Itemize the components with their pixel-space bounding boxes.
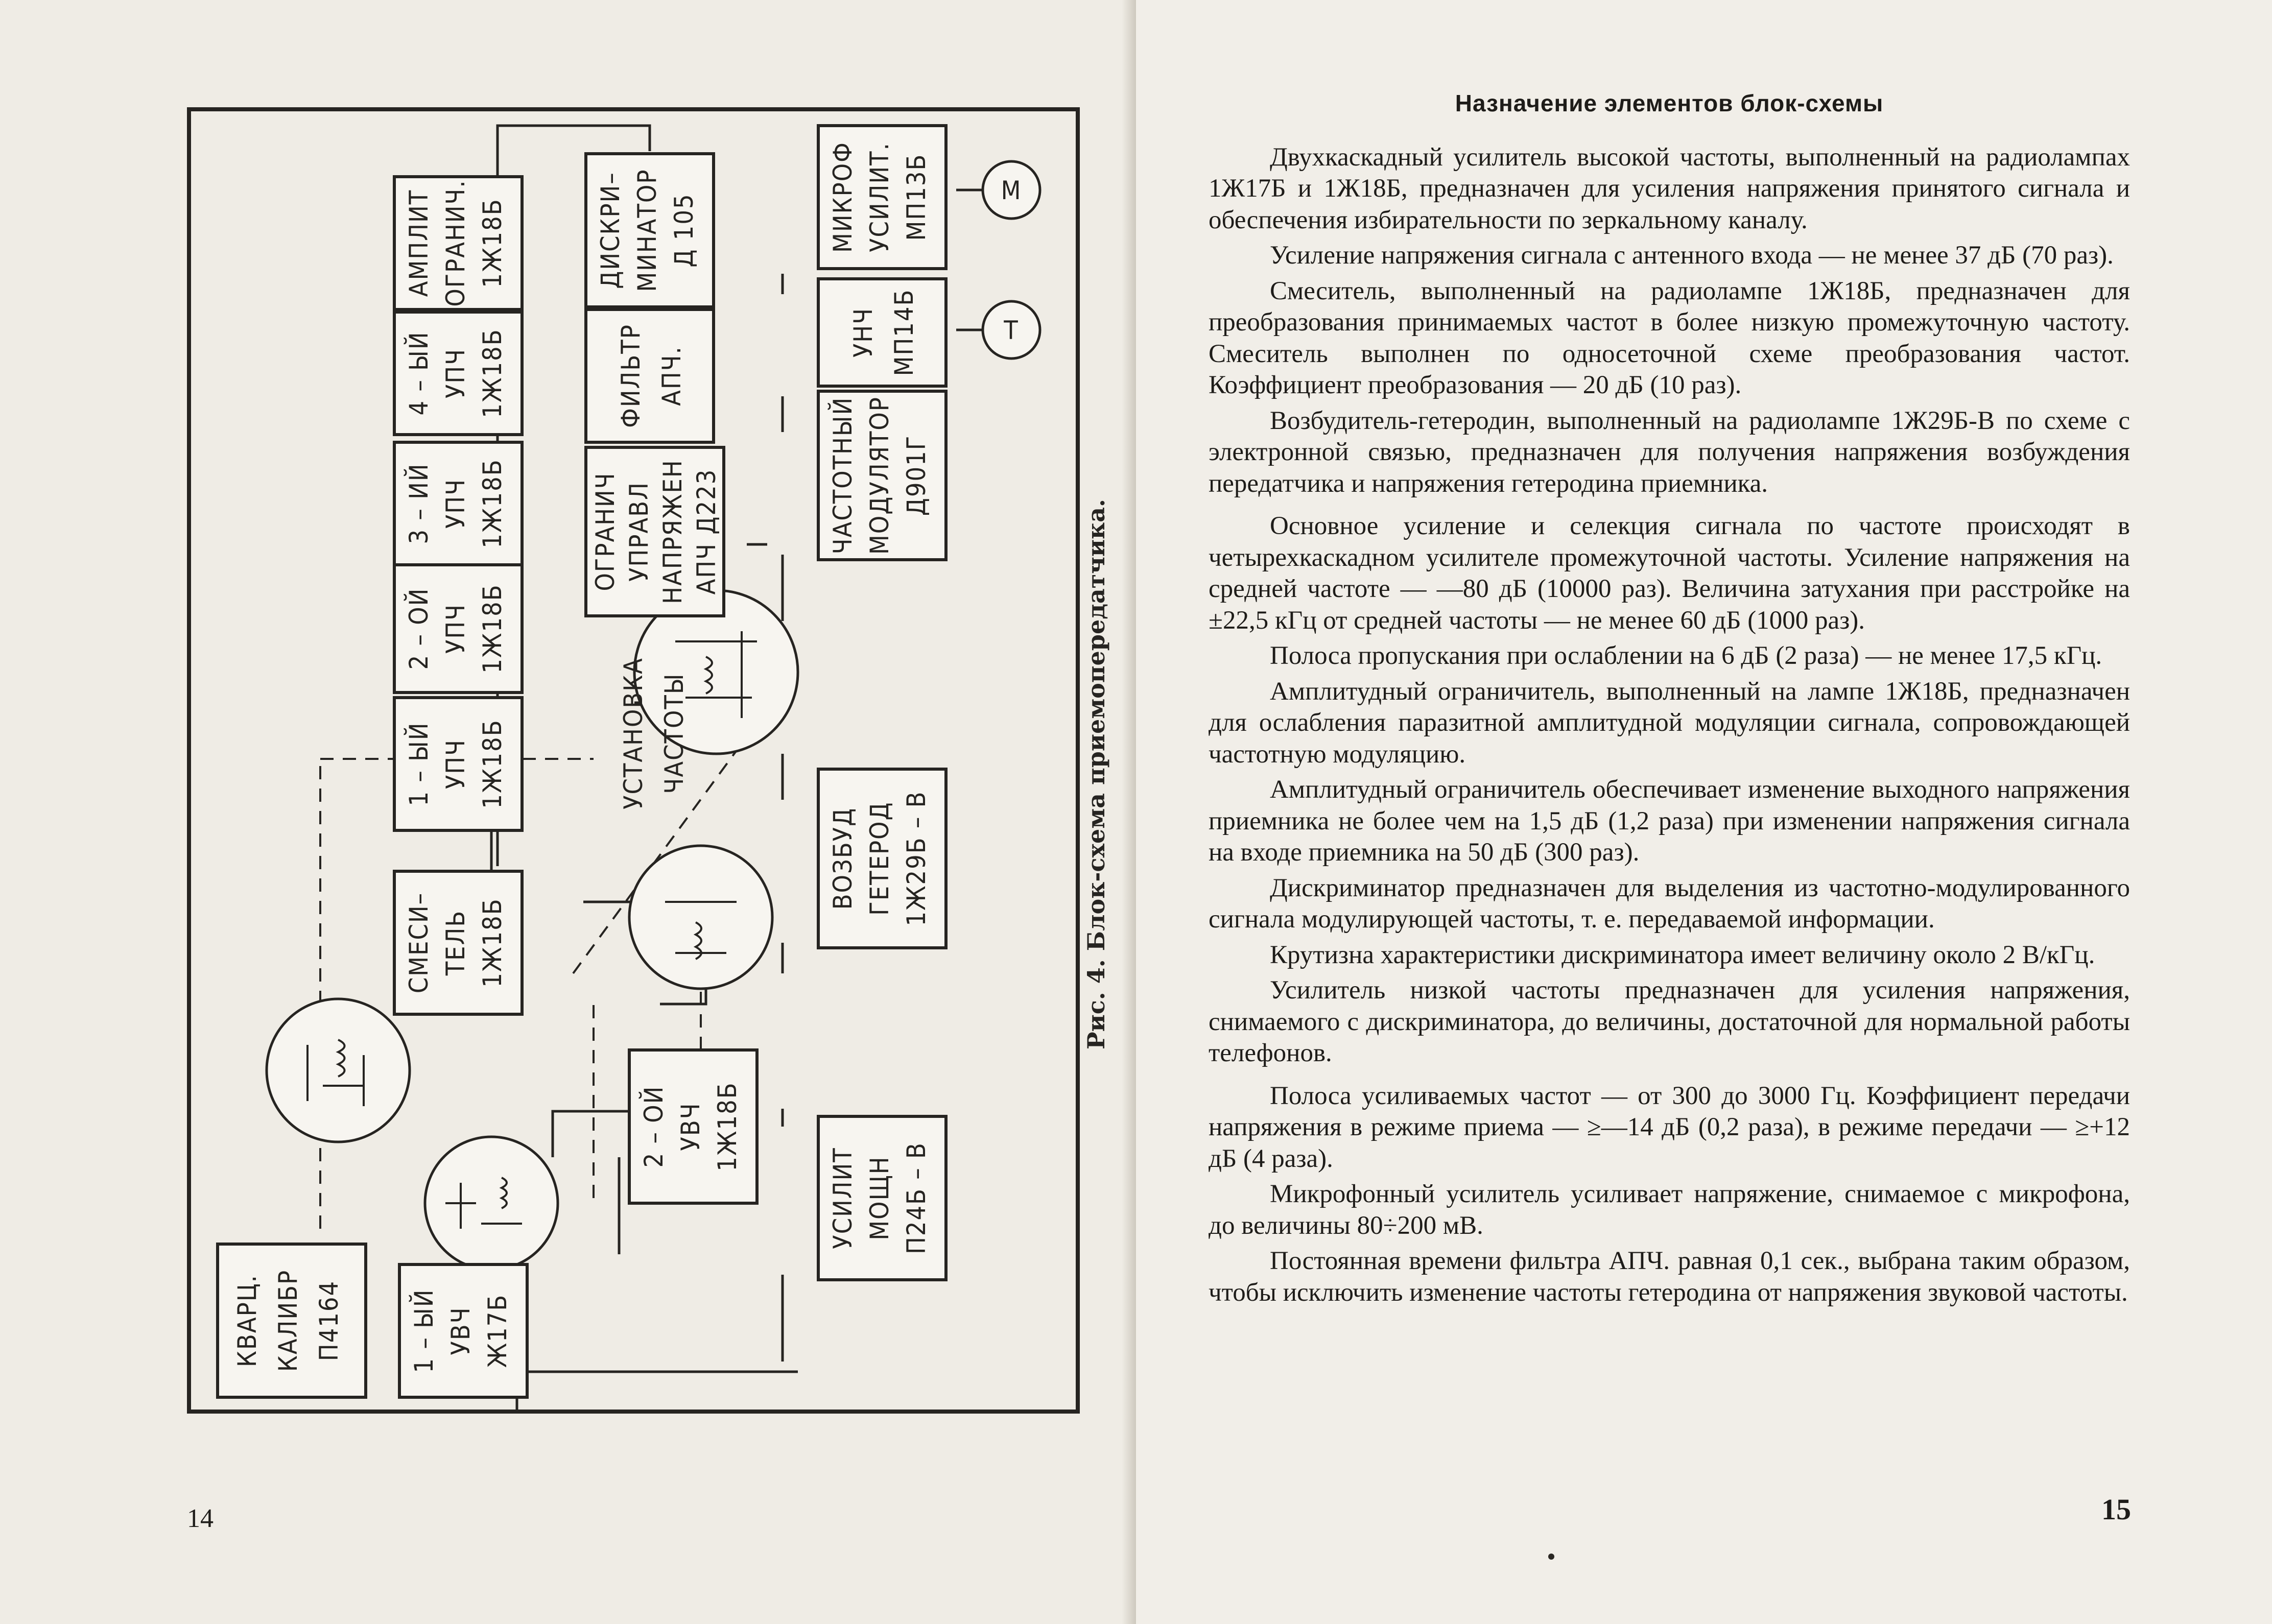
svg-text:УПРАВЛ: УПРАВЛ <box>624 482 654 582</box>
svg-text:1Ж18Б: 1Ж18Б <box>478 898 507 988</box>
svg-text:1Ж18Б: 1Ж18Б <box>478 584 507 674</box>
svg-text:ВОЗБУД: ВОЗБУД <box>828 807 858 910</box>
figure-caption <box>1082 499 1110 1049</box>
svg-text:Ж17Б: Ж17Б <box>483 1294 512 1368</box>
paragraph: Крутизна характеристики дискриминатора имеет величину около 2 В/кГц. <box>1270 940 2095 969</box>
tank-circle-left <box>267 999 410 1142</box>
svg-text:УНЧ: УНЧ <box>848 307 878 358</box>
telephone-circle <box>983 301 1040 359</box>
svg-text:МОДУЛЯТОР: МОДУЛЯТОР <box>865 396 894 555</box>
paragraph: Двухкаскадный усилитель высокой частоты, выполненный на радиолампах 1Ж17Б и 1Ж18Б, предназначен для усиления напряжения принятого сигнала и обеспечения избирательности по зеркальному каналу. <box>1209 142 2130 234</box>
paragraph: Микрофонный усилитель усиливает напряжение, снимаемое с микрофона, до величины 80÷200 мВ. <box>1209 1180 2130 1240</box>
oscillator-circle-bottom <box>425 1137 558 1270</box>
block-if-amp-2 <box>394 565 522 692</box>
svg-text:ФИЛЬТР: ФИЛЬТР <box>616 324 646 428</box>
svg-text:1 – ЫЙ: 1 – ЫЙ <box>409 1288 439 1373</box>
svg-text:1Ж18Б: 1Ж18Б <box>478 328 507 418</box>
svg-text:1 – ЫЙ: 1 – ЫЙ <box>404 722 434 806</box>
svg-text:3 – ИЙ: 3 – ИЙ <box>404 463 434 544</box>
block-afc-voltage-limiter <box>586 447 724 616</box>
svg-text:ЧАСТОТНЫЙ: ЧАСТОТНЫЙ <box>828 396 858 555</box>
block-rf-amp-1 <box>399 1264 527 1397</box>
page-number-left: 14 <box>187 1504 214 1533</box>
svg-text:1Ж18Б: 1Ж18Б <box>713 1082 742 1172</box>
svg-text:Д901Г: Д901Г <box>902 435 931 516</box>
svg-text:ОГРАНИЧ: ОГРАНИЧ <box>590 472 620 591</box>
block-quartz-calibrator <box>218 1244 366 1397</box>
block-frequency-modulator <box>818 391 946 560</box>
page-number-right: 15 <box>2101 1493 2131 1526</box>
paragraph: Усиление напряжения сигнала с антенного входа — не менее 37 дБ (70 раз). <box>1270 241 2114 270</box>
block-if-amp-1 <box>394 698 522 830</box>
paragraph: Основное усиление и селекция сигнала по частоте происходят в четырехкаскадном усилителе промежуточной частоты. Усиление напряжения на средней частоте — —80 дБ (10000 раз). Величина затухания при расстройке на ±22,5 кГц от средней частоты — не менее 60 дБ (1000 раз). <box>1209 512 2130 635</box>
svg-text:ГЕТЕРОД: ГЕТЕРОД <box>865 801 894 916</box>
microphone-circle <box>983 161 1040 219</box>
svg-text:УВЧ: УВЧ <box>446 1306 476 1355</box>
paragraph: Дискриминатор предназначен для выделения из частотно-модулированного сигнала модулирующей частоты, т. е. передаваемой информации. <box>1209 873 2130 934</box>
svg-text:МП13Б: МП13Б <box>902 153 931 241</box>
svg-text:2 – ОЙ: 2 – ОЙ <box>404 587 434 670</box>
svg-text:КАЛИБР: КАЛИБР <box>273 1269 303 1372</box>
svg-text:П24Б – В: П24Б – В <box>902 1142 931 1254</box>
block-if-amp-3 <box>394 442 522 565</box>
svg-text:4 – ЫЙ: 4 – ЫЙ <box>404 331 434 416</box>
section-title: Назначение элементов блок-схемы <box>1455 90 1884 116</box>
block-discriminator <box>586 154 714 307</box>
svg-text:МИКРОФ: МИКРОФ <box>828 141 858 253</box>
paragraph: Смеситель, выполненный на радиолампе 1Ж18Б, предназначен для преобразования принимаемых частот в более низкую промежуточную частоту. Смеситель выполнен по односеточной схеме преобразования частот. Коэффициент преобразования — 20 дБ (10 раз). <box>1209 276 2130 399</box>
transceiver-block-diagram <box>185 105 1110 1416</box>
svg-text:П4164: П4164 <box>314 1280 344 1362</box>
print-speck <box>1548 1554 1554 1560</box>
paragraph: Возбудитель-гетеродин, выполненный на радиолампе 1Ж29Б-В по схеме с электронной связью, предназначен для получения напряжения возбуждения передатчика и напряжения гетеродина приемника. <box>1209 406 2130 498</box>
svg-text:1Ж18Б: 1Ж18Б <box>478 719 507 809</box>
svg-text:УПЧ: УПЧ <box>441 348 470 399</box>
paragraph: Постоянная времени фильтра АПЧ. равная 0,1 сек., выбрана таким образом, чтобы исключить изменение частоты гетеродина от напряжения звуковой частоты. <box>1209 1247 2130 1307</box>
svg-text:УПЧ: УПЧ <box>441 603 470 654</box>
svg-text:ЧАСТОТЫ: ЧАСТОТЫ <box>659 673 689 794</box>
svg-text:УСТАНОВКА: УСТАНОВКА <box>619 657 648 809</box>
svg-text:КВАРЦ.: КВАРЦ. <box>232 1274 262 1367</box>
svg-text:УСИЛИТ.: УСИЛИТ. <box>865 142 894 252</box>
svg-text:МП14Б: МП14Б <box>889 289 919 376</box>
block-rf-amp-2 <box>629 1050 757 1203</box>
svg-text:1Ж29Б – В: 1Ж29Б – В <box>902 791 931 926</box>
telephone-label: Т <box>1004 316 1019 345</box>
block-amplitude-limiter <box>394 177 522 309</box>
block-if-amp-4 <box>394 312 522 435</box>
svg-text:ОГРАНИЧ.: ОГРАНИЧ. <box>441 179 470 307</box>
paragraph: Усилитель низкой частоты предназначен для усиления напряжения, снимаемого с дискриминатора, до величины, достаточной для нормальной работы телефонов. <box>1209 976 2130 1067</box>
svg-text:МИНАТОР: МИНАТОР <box>632 169 662 292</box>
block-power-amp <box>818 1116 946 1280</box>
svg-text:СМЕСИ–: СМЕСИ– <box>404 892 434 994</box>
svg-text:УСИЛИТ: УСИЛИТ <box>828 1147 858 1249</box>
paragraph: Амплитудный ограничитель обеспечивает изменение выходного напряжения приемника не более чем на 1,5 дБ (1,2 раза) при изменении напряжения сигнала на входе приемника на 50 дБ (300 раз). <box>1209 775 2130 867</box>
svg-text:НАПРЯЖЕН: НАПРЯЖЕН <box>658 459 688 604</box>
svg-text:2 – ОЙ: 2 – ОЙ <box>639 1085 669 1168</box>
svg-text:УВЧ: УВЧ <box>676 1102 705 1151</box>
svg-text:МОЩН: МОЩН <box>865 1156 894 1240</box>
svg-text:ТЕЛЬ: ТЕЛЬ <box>441 910 470 976</box>
svg-text:УПЧ: УПЧ <box>441 738 470 790</box>
paragraph: Амплитудный ограничитель, выполненный на лампе 1Ж18Б, предназначен для ослабления паразитной амплитудной модуляции сигнала, сопровождающей частотную модуляцию. <box>1209 677 2130 769</box>
block-afc-filter <box>586 309 714 442</box>
svg-text:Рис. 4. Блок-схема приемоперед: Рис. 4. Блок-схема приемопередатчика. <box>1082 498 1110 1050</box>
block-audio-amp <box>818 279 946 386</box>
microphone-label: М <box>1001 176 1022 205</box>
paragraph: Полоса усиливаемых частот — от 300 до 3000 Гц. Коэффициент передачи напряжения в режиме приема — ≥—14 дБ (0,2 раза), в режиме передачи — ≥+12 дБ (4 раза). <box>1209 1081 2130 1173</box>
svg-text:АПЧ.: АПЧ. <box>657 346 687 406</box>
block-mixer <box>394 871 522 1014</box>
text-column <box>1209 88 2130 1312</box>
block-microphone-amp <box>818 126 946 269</box>
svg-text:УПЧ: УПЧ <box>441 478 470 529</box>
svg-text:Д 105: Д 105 <box>669 193 699 268</box>
block-exciter-oscillator <box>818 769 946 948</box>
svg-text:1Ж18Б: 1Ж18Б <box>478 198 507 288</box>
svg-text:АПЧ Д223: АПЧ Д223 <box>692 468 721 595</box>
svg-text:1Ж18Б: 1Ж18Б <box>478 459 507 548</box>
svg-text:ДИСКРИ–: ДИСКРИ– <box>596 172 625 289</box>
paragraph: Полоса пропускания при ослаблении на 6 дБ (2 раза) — не менее 17,5 кГц. <box>1270 641 2102 670</box>
tank-circle-middle <box>629 846 772 989</box>
svg-text:АМПЛИТ: АМПЛИТ <box>404 189 434 297</box>
